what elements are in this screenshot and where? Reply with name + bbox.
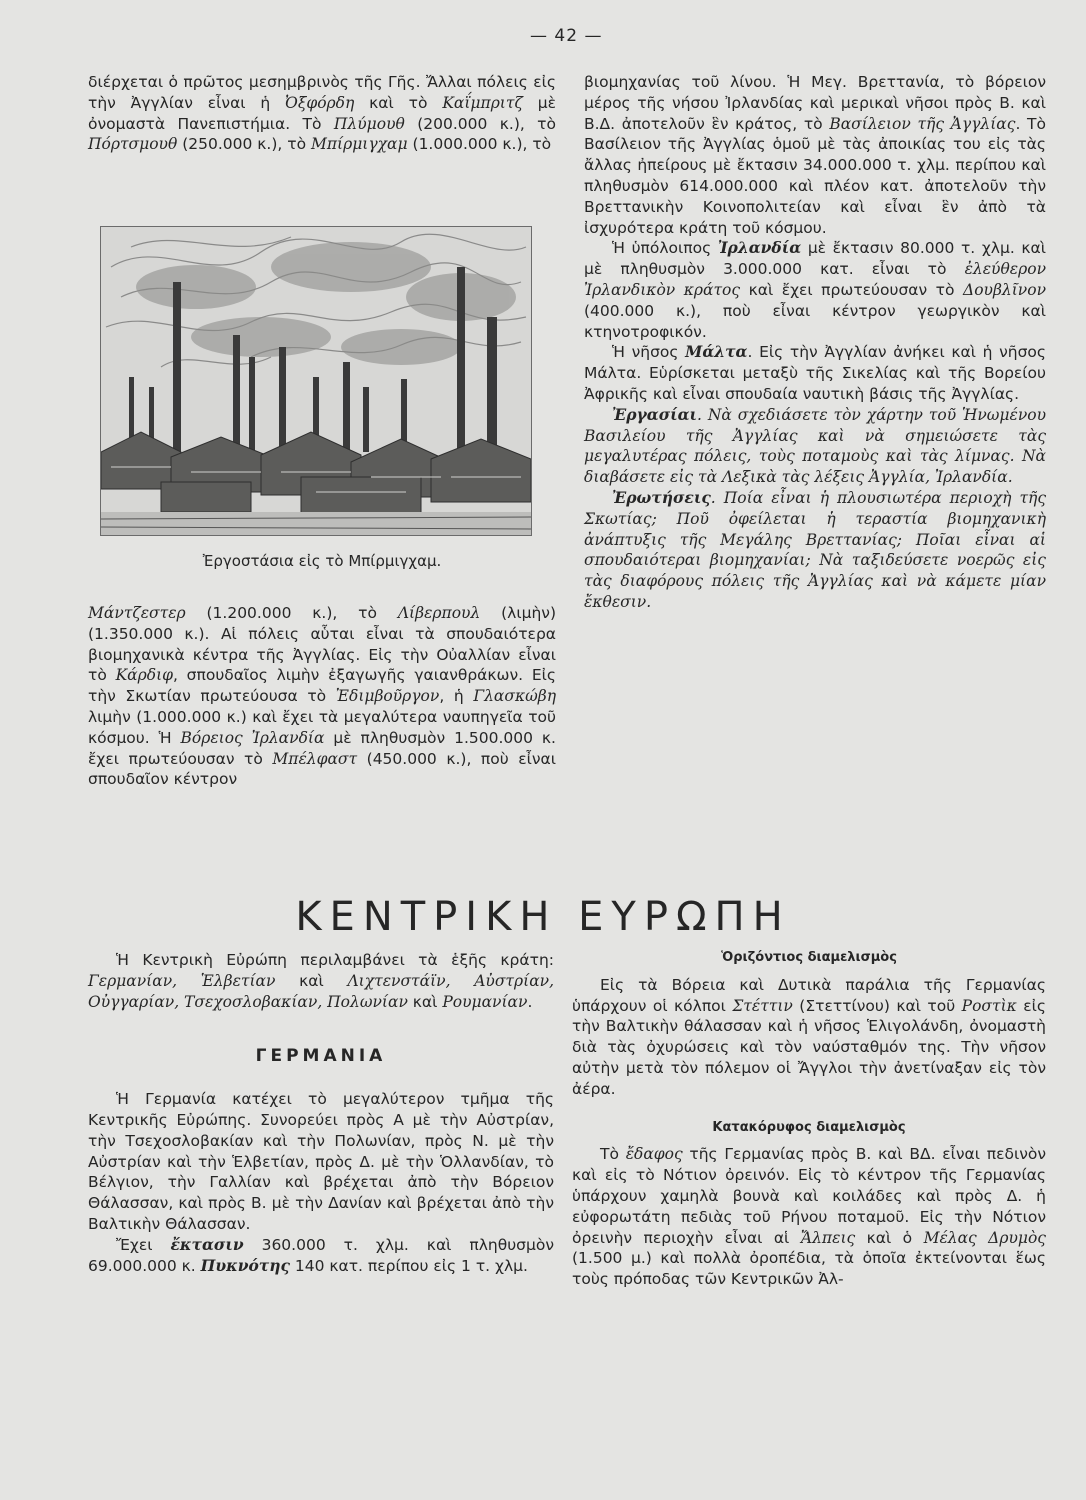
- text-run: Ἄλλαι πόλεις εἰς τὴν Ἀγγλίαν εἶναι ἡ: [88, 73, 556, 112]
- page-number: — 42 —: [530, 26, 603, 46]
- text-run: (λιμὴν) (1.350.000 κ.). Αἱ πόλεις αὗται εἶναι τὰ σπουδαιότερα βιομηχανικὰ κέντρα τῆς Ἀγγλίας. Εἰς τὴν Οὐαλλίαν εἶναι τὸ: [88, 604, 556, 685]
- paragraph-horizontal-division: [572, 975, 1046, 1100]
- text-run: διέρχεται ὁ πρῶτος μεσημβρινὸς τῆς Γῆς.: [88, 73, 426, 91]
- text-run: Δουβλῖνον: [963, 280, 1046, 299]
- text-run: (250.000 κ.), τὸ: [177, 135, 311, 154]
- text-run: καὶ: [407, 992, 443, 1011]
- text-run: . Τὸ Βασίλειον τῆς Ἀγγλίας ὁμοῦ μὲ τὰς ἀποικίας του εἰς τὰς ἄλλας ἠπείρους μὲ ἔκτασιν 34.000.000 τ. χλμ. περίπου καὶ πληθυσμὸν 614.000.000 καὶ πλέον κατ. ἀποτελοῦν τὴν Βρεττανικὴν Κοινοπολιτείαν καὶ εἶναι ἓν ἀπὸ τὰ ἰσχυρότερα κράτη τοῦ κόσμου.: [584, 114, 1047, 237]
- text-run: Εἰς τὰ Βόρεια καὶ Δυτικὰ παράλια τῆς Γερμανίας ὑπάρχουν οἱ κόλποι: [572, 975, 1046, 1015]
- text-run: Γλασκώβη: [473, 687, 556, 706]
- figure-caption: Ἐργοστάσια εἰς τὸ Μπίρμιγχαμ.: [202, 552, 442, 570]
- paragraph-germany-area: [88, 1235, 554, 1277]
- text-run: , ἡ: [439, 687, 474, 706]
- text-run: ἔκτασιν: [170, 1234, 244, 1254]
- horizontal-division-heading: Ὁριζόντιος διαμελισμὸς: [721, 950, 897, 965]
- text-run: (1.200.000 κ.), τὸ: [185, 604, 398, 622]
- text-run: μὲ ἔκτασιν 80.000 τ. χλμ. καὶ μὲ πληθυσμὸν 3.000.000 κατ. εἶναι τὸ: [584, 239, 1046, 279]
- text-run: Πλύμουθ: [333, 114, 405, 133]
- text-run: Ἡ Κεντρικὴ Εὐρώπη περιλαμβάνει τὰ ἑξῆς κράτη:: [116, 951, 554, 969]
- top-right-column: [584, 72, 1046, 613]
- text-run: Ἐρωτήσεις: [612, 487, 711, 507]
- bottom-left-column: [88, 950, 554, 1276]
- paragraph-exercises: [584, 405, 1046, 488]
- text-run: Ὀξφόρδη: [285, 93, 355, 112]
- text-run: 360.000 τ. χλμ. καὶ πληθυσμὸν 69.000.000 κ.: [88, 1235, 555, 1275]
- paragraph-manchester-cities: [88, 603, 556, 790]
- text-run: εἰς τὴν Βαλτικὴν θάλασσαν καὶ ἡ νῆσος Ἑλιγολάνδη, ὀνομαστὴ διὰ τὰς ὀχυρώσεις καὶ τὸν ναύσταθμόν της. Τὴν νῆσον αὐτὴν μετὰ τὸν πόλεμον οἱ Ἄγγλοι τὴν ἀνετίναξαν εἰς τὸν ἀέρα.: [572, 996, 1046, 1098]
- text-run: Ἡ νῆσος: [612, 343, 686, 362]
- paragraph-malta: [584, 342, 1046, 404]
- birmingham-factories-engraving: [101, 227, 531, 535]
- factory-illustration: [100, 226, 532, 536]
- paragraph-oxford-cities: [88, 72, 556, 155]
- text-run: (1.000.000 κ.), τὸ: [407, 135, 552, 154]
- text-run: , σπουδαῖος λιμὴν ἐξαγωγῆς γαιανθράκων. Εἰς τὴν Σκωτίαν πρωτεύουσα τὸ: [88, 666, 556, 706]
- bottom-right-column: [572, 948, 1046, 1290]
- text-run: μὲ ὀνομαστὰ Πανεπιστήμια. Τὸ: [88, 93, 556, 133]
- top-left-column-continued: [88, 603, 556, 790]
- text-run: Μέλας Δρυμὸς: [923, 1228, 1046, 1247]
- text-run: καὶ: [275, 971, 348, 990]
- text-run: Λίβερπουλ: [397, 604, 481, 622]
- text-run: Πόρτσμουθ: [88, 135, 178, 154]
- paragraph-british-commonwealth: [584, 72, 1046, 238]
- text-run: ἐλεύθερον Ἰρλανδικὸν κράτος: [584, 260, 1046, 299]
- text-run: Ροστὶκ: [961, 996, 1017, 1015]
- text-run: . Ποία εἶναι ἡ πλουσιωτέρα περιοχὴ τῆς Σκωτίας; Ποῦ ὀφείλεται ἡ τεραστία βιομηχανικὴ ἀνάπτυξις τῆς Μεγάλης Βρεττανίας; Ποῖαι εἶναι αἱ σπουδαιότεραι βιομηχανίαι; Νὰ ταξιδεύσετε νοερῶς εἰς τὰς διαφόρους πόλεις τῆς Ἀγγλίας καὶ νὰ κάμετε μίαν ἔκθεσιν.: [584, 488, 1046, 611]
- text-run: (Στεττίνου) καὶ τοῦ: [792, 996, 962, 1015]
- text-run: καὶ ὁ: [855, 1228, 924, 1247]
- text-run: Ἔχει: [116, 1235, 171, 1254]
- text-run: . Νὰ σχεδιάσετε τὸν χάρτην τοῦ Ἡνωμένου Βασιλείου τῆς Ἀγγλίας καὶ νὰ σημειώσετε τὰς μεγαλυτέρας πόλεις, τοὺς ποταμοὺς καὶ τὰς λίμνας. Νὰ διαβάσετε εἰς τὰ Λεξικὰ τὰς λέξεις Ἀγγλία, Ἰρλανδία.: [584, 405, 1046, 487]
- text-run: Στέττιν: [732, 996, 793, 1015]
- text-run: Μπέλφαστ: [272, 749, 358, 768]
- text-run: . Εἰς τὴν Ἀγγλίαν ἀνήκει καὶ ἡ νῆσος Μάλτα. Εὑρίσκεται μεταξὺ τῆς Σικελίας καὶ τῆς Βορείου Ἀφρικῆς καὶ εἶναι σπουδαία ναυτικὴ βάσις τῆς Ἀγγλίας.: [584, 343, 1046, 403]
- text-run: Πυκνότης: [200, 1255, 290, 1275]
- paragraph-ireland: [584, 238, 1046, 342]
- text-run: καὶ ἔχει πρωτεύουσαν τὸ: [740, 280, 963, 299]
- germany-heading: ΓΕΡΜΑΝΙΑ: [255, 1046, 387, 1067]
- text-run: Ρουμανίαν: [442, 992, 528, 1011]
- text-run: Μπίρμιγχαμ: [310, 135, 408, 154]
- text-run: Ἄλπεις: [800, 1228, 856, 1247]
- text-run: τῆς Γερμανίας πρὸς Β. καὶ ΒΔ. εἶναι πεδινὸν καὶ εἰς τὸ Νότιον ὀρεινόν. Εἰς τὸ κέντρον τῆς Γερμανίας ὑπάρχουν χαμηλὰ βουνὰ καὶ κοιλάδες καὶ πρὸς Δ. ἡ εὐφορωτάτη πεδιὰς τοῦ Ρήνου ποταμοῦ. Εἰς τὴν Νότιον ὀρεινὴν περιοχὴν εἶναι αἱ: [572, 1145, 1046, 1247]
- section-title: ΚΕΝΤΡΙΚΗ ΕΥΡΩΠΗ: [295, 894, 791, 940]
- text-run: Βασίλειον τῆς Ἀγγλίας: [829, 114, 1016, 133]
- paragraph-vertical-division: [572, 1144, 1046, 1290]
- text-run: Ἡ Γερμανία κατέχει τὸ μεγαλύτερον τμῆμα τῆς Κεντρικῆς Εὐρώπης. Συνορεύει πρὸς Α μὲ τὴν Αὐστρίαν, τὴν Τσεχοσλοβακίαν καὶ τὴν Πολωνίαν, πρὸς Ν. μὲ τὴν Αὐστρίαν καὶ τὴν Ἑλβετίαν, πρὸς Δ. μὲ τὴν Ὁλλανδίαν, τὸ Βέλγιον, τὴν Γαλλίαν καὶ βρέχεται ἀπὸ τὴν Βόρειον Θάλασσαν, καὶ πρὸς Β. μὲ τὴν Δανίαν καὶ βρέχεται ἀπὸ τὴν Βαλτικὴν Θάλασσαν.: [88, 1090, 554, 1233]
- text-run: Ἡ ὑπόλοιπος: [612, 239, 718, 258]
- vertical-division-heading: Κατακόρυφος διαμελισμὸς: [712, 1119, 906, 1135]
- text-run: Ἰρλανδία: [717, 238, 802, 258]
- paragraph-central-europe-intro: [88, 950, 554, 1012]
- text-run: Μάντζεστερ: [88, 604, 186, 622]
- paragraph-questions: [584, 488, 1046, 613]
- text-run: (450.000 κ.), ποὺ εἶναι σπουδαῖον κέντρον: [88, 749, 556, 789]
- text-run: Μάλτα: [685, 342, 748, 362]
- text-run: Ἐδιμβοῦργον: [335, 687, 440, 706]
- text-run: Λιχτενστάϊν, Αὐστρίαν, Οὐγγαρίαν, Τσεχοσλοβακίαν, Πολωνίαν: [88, 971, 555, 1011]
- text-run: Τὸ: [600, 1145, 626, 1164]
- text-run: Γερμανίαν, Ἑλβετίαν: [88, 971, 276, 990]
- text-run: λιμὴν (1.000.000 κ.) καὶ ἔχει τὰ μεγαλύτερα ναυπηγεῖα τοῦ κόσμου. Ἡ: [88, 707, 556, 747]
- text-run: Βόρειος Ἰρλανδία: [180, 728, 325, 747]
- text-run: Κάρδιφ: [115, 666, 173, 685]
- text-run: 140 κατ. περίπου εἰς 1 τ. χλμ.: [289, 1256, 528, 1275]
- text-run: καὶ τὸ: [354, 93, 443, 112]
- paragraph-germany-borders: [88, 1089, 554, 1235]
- text-run: Ἐργασίαι: [612, 404, 698, 424]
- text-run: (1.500 μ.) καὶ πολλὰ ὀροπέδια, τὰ ὁποῖα ἐκτείνονται ἕως τοὺς πρόποδας τῶν Κεντρικῶν Ἀλ-: [572, 1249, 1046, 1289]
- top-left-column: [88, 72, 556, 155]
- text-run: (200.000 κ.), τὸ: [404, 114, 556, 133]
- text-run: (400.000 κ.), ποὺ εἶναι κέντρον γεωργικὸν καὶ κτηνοτροφικόν.: [584, 301, 1046, 341]
- text-run: βιομηχανίας τοῦ λίνου. Ἡ Μεγ. Βρεττανία, τὸ βόρειον μέρος τῆς νήσου Ἰρλανδίας καὶ μερικαὶ νῆσοι πρὸς Β. καὶ Β.Δ. ἀποτελοῦν ἓν κράτος, τὸ: [584, 73, 1046, 133]
- text-run: Καΐμπριτζ: [442, 93, 523, 112]
- text-run: .: [527, 992, 533, 1011]
- text-run: ἔδαφος: [625, 1145, 683, 1164]
- text-run: μὲ πληθυσμὸν 1.500.000 κ. ἔχει πρωτεύουσαν τὸ: [88, 728, 556, 768]
